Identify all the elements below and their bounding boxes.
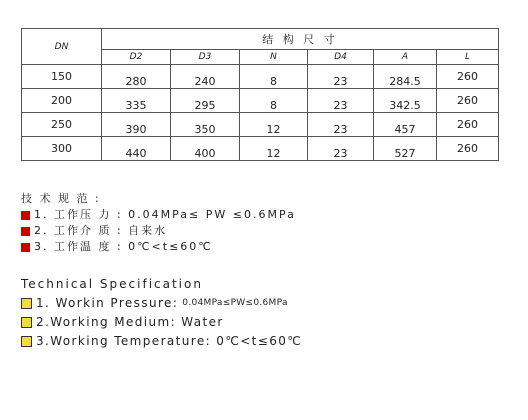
table-cell: 240 <box>171 65 240 89</box>
table-cell: 12 <box>240 113 308 137</box>
column-header-d2: D2 <box>102 50 171 65</box>
column-header-d4: D4 <box>308 50 374 65</box>
table-cell: 8 <box>240 89 308 113</box>
table-header-row <box>22 29 499 50</box>
structure-dimensions-header: 结 构 尺 寸 <box>102 29 499 50</box>
table-cell: 457 <box>374 113 437 137</box>
spec-cn-title: 技 术 规 范 : <box>21 192 101 205</box>
spec-en-title: Technical Specification <box>21 277 203 291</box>
table-cell: 400 <box>171 137 240 161</box>
table-cell: 23 <box>308 113 374 137</box>
spec-cn-item-text: 1. 工作压 力 : 0.04MPa≤ PW ≤0.6MPa <box>34 208 296 221</box>
table-cell: 390 <box>102 113 171 137</box>
table-cell: 260 <box>437 137 499 161</box>
table-cell: 295 <box>171 89 240 113</box>
dn-cell: 300 <box>22 137 102 161</box>
table-cell: 280 <box>102 65 171 89</box>
technical-spec-chinese <box>21 191 296 255</box>
spec-cn-item-text: 2. 工作介 质 : 自来水 <box>34 224 168 237</box>
dn-cell: 250 <box>22 113 102 137</box>
column-header-l: L <box>437 50 499 65</box>
table-cell: 8 <box>240 65 308 89</box>
yellow-square-icon <box>21 317 32 328</box>
yellow-square-icon <box>21 336 32 347</box>
table-row <box>22 137 499 161</box>
table-cell: 440 <box>102 137 171 161</box>
table-row <box>22 113 499 137</box>
table-cell: 284.5 <box>374 65 437 89</box>
table-cell: 527 <box>374 137 437 161</box>
spec-en-item-label: 2.Working Medium: Water <box>36 315 224 329</box>
spec-cn-item-text: 3. 工作温 度 : 0℃<t≤60℃ <box>34 240 213 253</box>
spec-en-item <box>21 294 302 313</box>
dn-cell: 150 <box>22 65 102 89</box>
red-square-icon <box>21 227 30 236</box>
red-square-icon <box>21 211 30 220</box>
dn-cell: 200 <box>22 89 102 113</box>
column-header-n: N <box>240 50 308 65</box>
yellow-square-icon <box>21 298 32 309</box>
table-cell: 12 <box>240 137 308 161</box>
table-row <box>22 89 499 113</box>
spec-cn-item <box>21 239 296 255</box>
spec-en-item <box>21 332 302 351</box>
spec-cn-item <box>21 223 296 239</box>
spec-en-item <box>21 313 302 332</box>
spec-en-item-label: 3.Working Temperature: 0℃<t≤60℃ <box>36 334 303 348</box>
column-header-a: A <box>374 50 437 65</box>
table-cell: 260 <box>437 89 499 113</box>
technical-spec-english <box>21 275 302 351</box>
dn-header: DN <box>22 29 102 65</box>
table-cell: 23 <box>308 137 374 161</box>
table-row <box>22 65 499 89</box>
spec-cn-item <box>21 207 296 223</box>
table-cell: 23 <box>308 65 374 89</box>
red-square-icon <box>21 243 30 252</box>
table-cell: 335 <box>102 89 171 113</box>
column-header-d3: D3 <box>171 50 240 65</box>
table-cell: 260 <box>437 113 499 137</box>
table-cell: 342.5 <box>374 89 437 113</box>
table-cell: 350 <box>171 113 240 137</box>
dimension-table <box>21 28 499 161</box>
table-cell: 23 <box>308 89 374 113</box>
spec-en-item-label: 1. Workin Pressure: <box>36 296 179 310</box>
table-cell: 260 <box>437 65 499 89</box>
spec-en-item-value: 0.04MPa≤PW≤0.6MPa <box>182 298 288 308</box>
